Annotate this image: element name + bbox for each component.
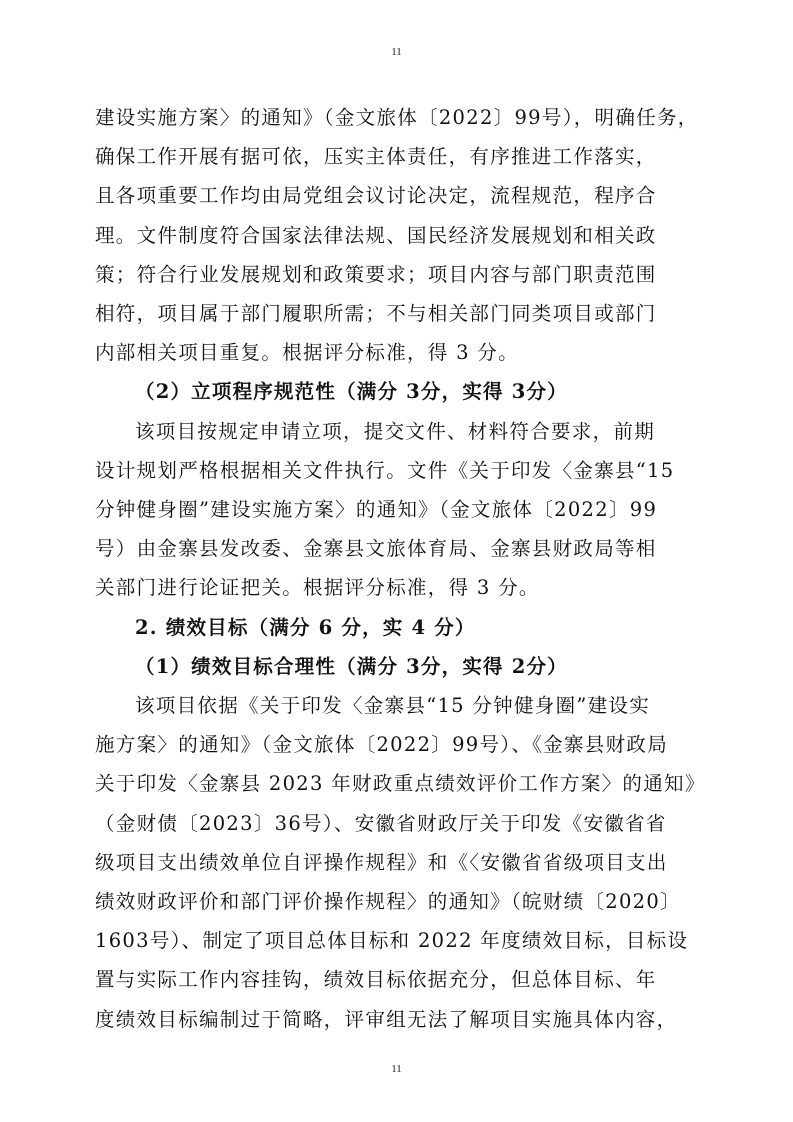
paragraph-procedure <box>95 412 693 608</box>
text-line: 理。文件制度符合国家法律法规、国民经济发展规划和相关政 <box>95 223 657 247</box>
text-line: 绩效财政评价和部门评价操作规程〉的通知》（皖财绩〔2020〕 <box>95 890 681 914</box>
text-line: 内部相关项目重复。根据评分标准，得 3 分。 <box>95 341 519 365</box>
heading-performance-goals: 2. 绩效目标（满分 6 分，实 4 分） <box>135 615 476 639</box>
text-line: （金财债〔2023〕36号）、安徽省财政厅关于印发《安徽省省 <box>95 811 667 835</box>
text-line: 该项目按规定申请立项，提交文件、材料符合要求，前期 <box>135 419 656 443</box>
text-line: 确保工作开展有据可依，压实主体责任，有序推进工作落实， <box>95 145 657 169</box>
text-line: 施方案〉的通知》（金文旅体〔2022〕99号）、《金寨县财政局 <box>95 733 668 757</box>
paragraph-goal-rationality <box>95 686 706 1039</box>
text-line: 设计规划严格根据相关文件执行。文件《关于印发〈金寨县“15 <box>95 458 675 482</box>
text-line: 号）由金寨县发改委、金寨县文旅体育局、金寨县财政局等相 <box>95 537 657 561</box>
text-line: 建设实施方案〉的通知》（金文旅体〔2022〕99号），明确任务， <box>95 106 699 129</box>
text-line: 该项目依据《关于印发〈金寨县“15 分钟健身圈”建设实 <box>135 694 651 718</box>
text-line: 级项目支出绩效单位自评操作规程》和《〈安徽省省级项目支出 <box>95 850 668 874</box>
text-line: 关于印发〈金寨县 2023 年财政重点绩效评价工作方案〉的通知》 <box>95 772 706 796</box>
text-line: 且各项重要工作均由局党组会议讨论决定，流程规范，程序合 <box>95 184 657 208</box>
text-line: 置与实际工作内容挂钩，绩效目标依据充分，但总体目标、年 <box>95 968 657 992</box>
text-line: 1603号）、制定了项目总体目标和 2022 年度绩效目标，目标设 <box>95 929 689 953</box>
page-number-top: 11 <box>391 46 402 58</box>
heading-goal-rationality: （1）绩效目标合理性（满分 3分，实得 2分） <box>135 654 568 678</box>
page-number-bottom: 11 <box>391 1063 402 1075</box>
text-line: 度绩效目标编制过于简略，评审组无法了解项目实施具体内容， <box>95 1007 678 1031</box>
heading-procedure-standardization: （2）立项程序规范性（满分 3分，实得 3分） <box>135 380 568 404</box>
document-body <box>95 98 706 1039</box>
text-line: 相符，项目属于部门履职所需；不与相关部门同类项目或部门 <box>95 302 657 326</box>
text-line: 策；符合行业发展规划和政策要求；项目内容与部门职责范围 <box>95 262 657 286</box>
paragraph-project-basis <box>95 98 699 372</box>
text-line: 分钟健身圈”建设实施方案〉的通知》（金文旅体〔2022〕99 <box>95 498 658 522</box>
text-line: 关部门进行论证把关。根据评分标准，得 3 分。 <box>95 576 540 600</box>
